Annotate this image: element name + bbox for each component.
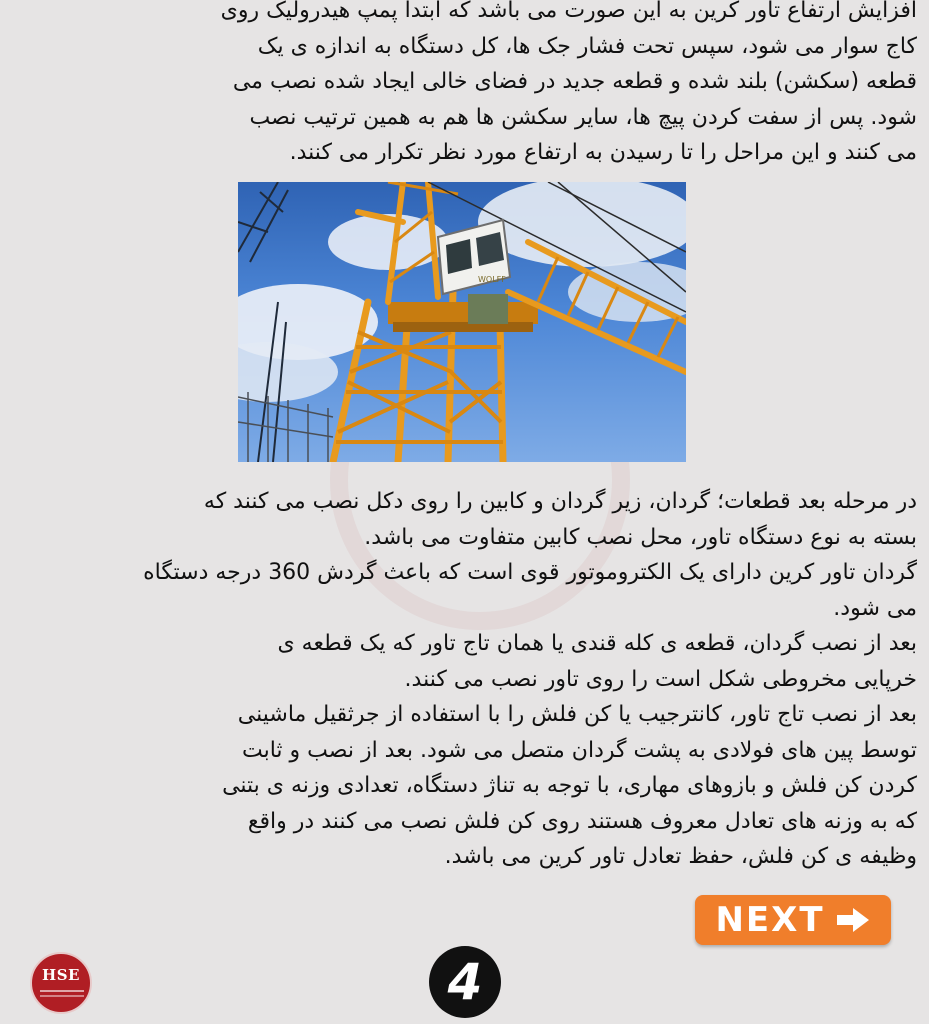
hse-logo (30, 952, 92, 1014)
text-line: بعد از نصب تاج تاور، کانترجیب یا کن فلش را با استفاده از جرثقیل ماشینی (237, 702, 917, 727)
text-line: شود. پس از سفت کردن پیچ ها، سایر سکشن ها هم به همین ترتیب نصب (249, 104, 917, 130)
text-line: می شود. (833, 595, 917, 621)
text-line: در مرحله بعد قطعات؛ گردان، زیر گردان و کابین را روی دکل نصب می کنند که (203, 489, 917, 514)
intro-paragraph (12, 0, 917, 171)
next-button-label: NEXT (715, 900, 825, 940)
text-line: قطعه (سکشن) بلند شده و قطعه جدید در فضای خالی ایجاد شده نصب می (232, 69, 917, 94)
text-line: کاج سوار می شود، سپس تحت فشار جک ها، کل دستگاه به اندازه ی یک (257, 33, 917, 59)
logo-decoration (40, 990, 84, 992)
next-button[interactable] (695, 895, 891, 945)
text-line: می کنند و این مراحل را تا رسیدن به ارتفاع مورد نظر تکرار می کنند. (289, 140, 917, 165)
arrow-right-icon (835, 906, 871, 934)
text-line: که به وزنه های تعادل معروف هستند روی کن فلش نصب می کنند در واقع (247, 808, 917, 834)
text-line: افزایش ارتفاع تاور کرین به این صورت می باشد که ابتدا پمپ هیدرولیک روی (220, 0, 917, 23)
text-line: گردان تاور کرین دارای یک الکتروموتور قوی است که باعث گردش 360 درجه دستگاه (143, 560, 917, 585)
svg-text:WOLFF: WOLFF (478, 275, 506, 284)
text-line: بعد از نصب گردان، قطعه ی کله قندی یا همان تاج تاور که یک قطعه ی (277, 631, 917, 656)
text-line: خرپایی مخروطی شکل است را روی تاور نصب می کنند. (404, 666, 917, 692)
tower-crane-photo (238, 182, 686, 462)
tower-crane-photo-icon (238, 182, 686, 462)
text-line: کردن کن فلش و بازوهای مهاری، با توجه به تناژ دستگاه، تعدادی وزنه ی بتنی (222, 773, 917, 798)
text-line: وظیفه ی کن فلش، حفظ تعادل تاور کرین می باشد. (444, 844, 917, 869)
text-line: توسط پین های فولادی به پشت گردان متصل می شود. بعد از نصب و ثابت (241, 737, 917, 763)
body-paragraph (12, 484, 917, 875)
text-line: بسته به نوع دستگاه تاور، محل نصب کابین متفاوت می باشد. (364, 524, 917, 550)
hse-logo-text: HSE (42, 966, 80, 984)
page-number: 4 (429, 946, 501, 1018)
